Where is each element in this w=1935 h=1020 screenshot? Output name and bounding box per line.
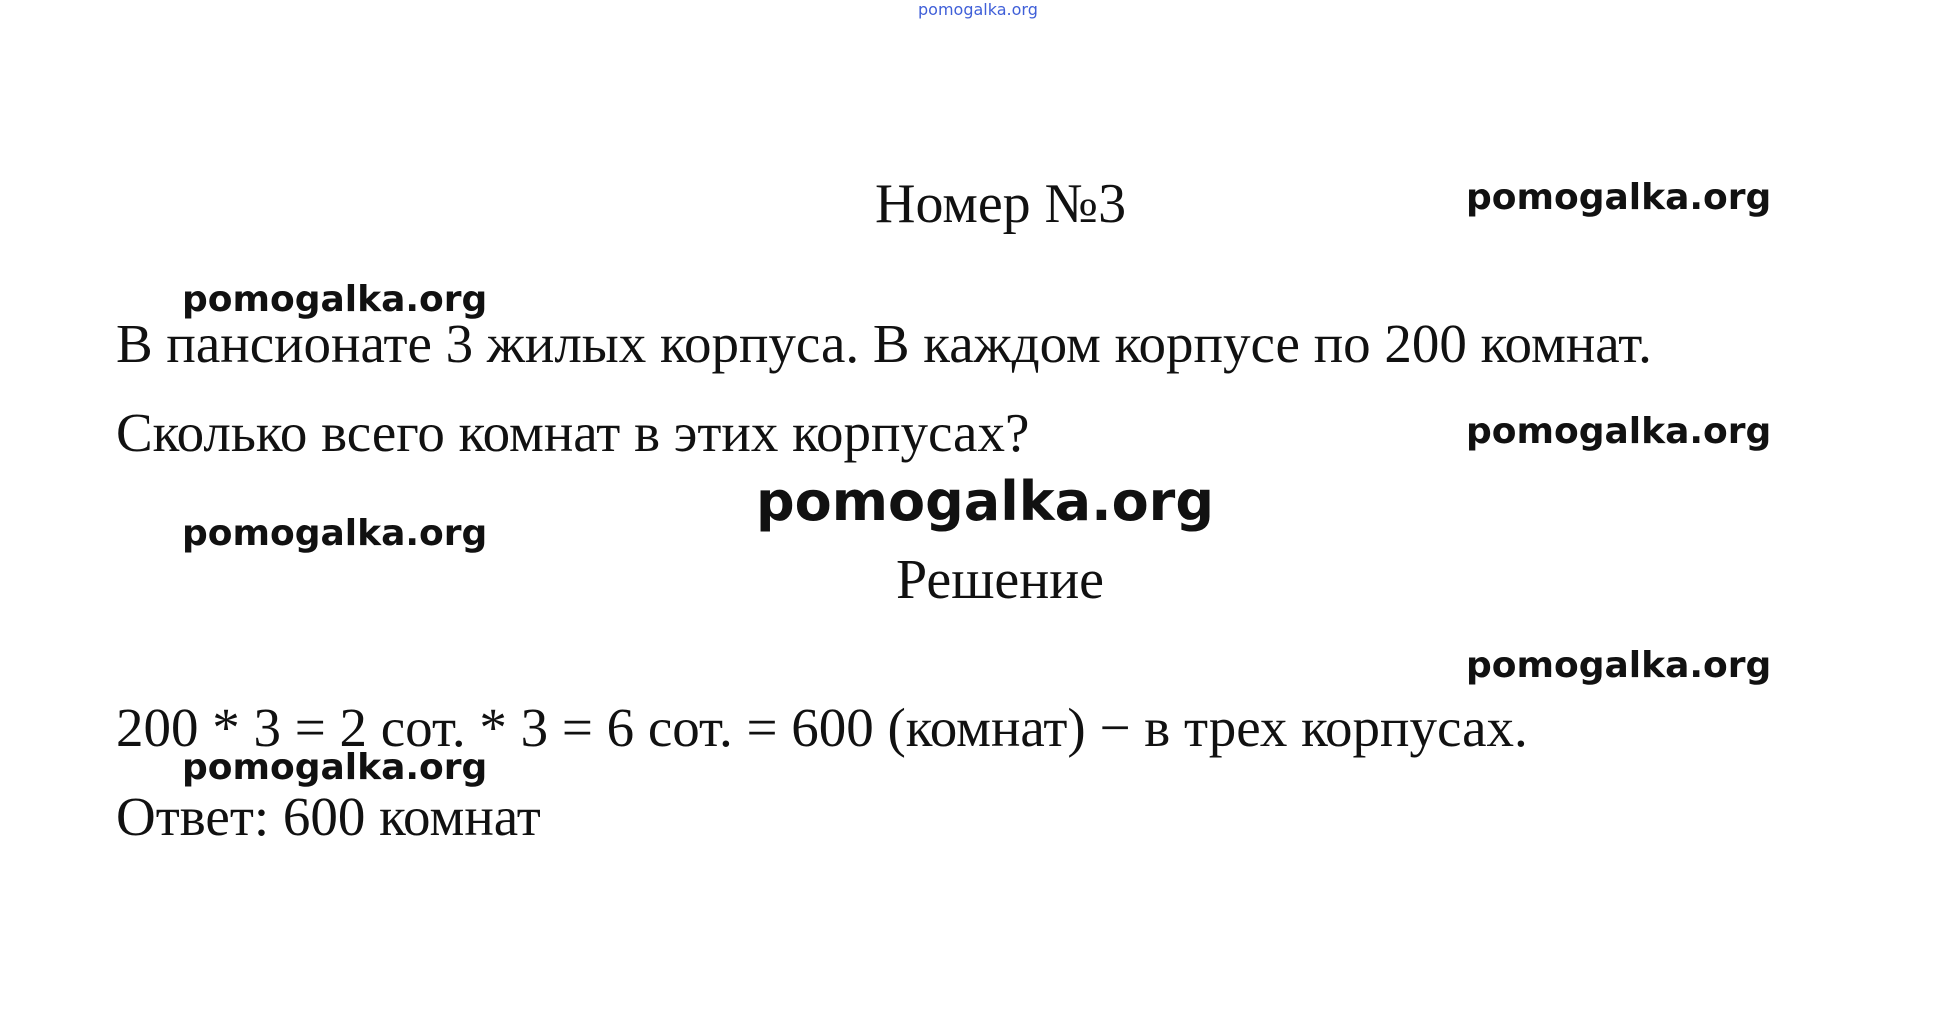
watermark: pomogalka.org xyxy=(1466,177,1772,218)
watermark: pomogalka.org xyxy=(182,747,488,788)
watermark: pomogalka.org xyxy=(182,279,488,320)
top-watermark-link[interactable]: pomogalka.org xyxy=(918,0,1038,19)
watermark: pomogalka.org xyxy=(1466,411,1772,452)
problem-text-line-2: Сколько всего комнат в этих корпусах? xyxy=(116,402,1030,463)
watermark-large: pomogalka.org xyxy=(756,470,1214,533)
problem-text-line-1: В пансионате 3 жилых корпуса. В каждом корпусе по 200 комнат. xyxy=(116,313,1652,374)
solution-heading: Решение xyxy=(896,549,1105,611)
watermark: pomogalka.org xyxy=(182,513,488,554)
answer-text: Ответ: 600 комнат xyxy=(116,786,541,847)
page-title: Номер №3 xyxy=(875,173,1127,235)
solution-equation: 200 * 3 = 2 сот. * 3 = 6 сот. = 600 (комнат) − в трех корпусах. xyxy=(116,697,1528,758)
watermark: pomogalka.org xyxy=(1466,645,1772,686)
